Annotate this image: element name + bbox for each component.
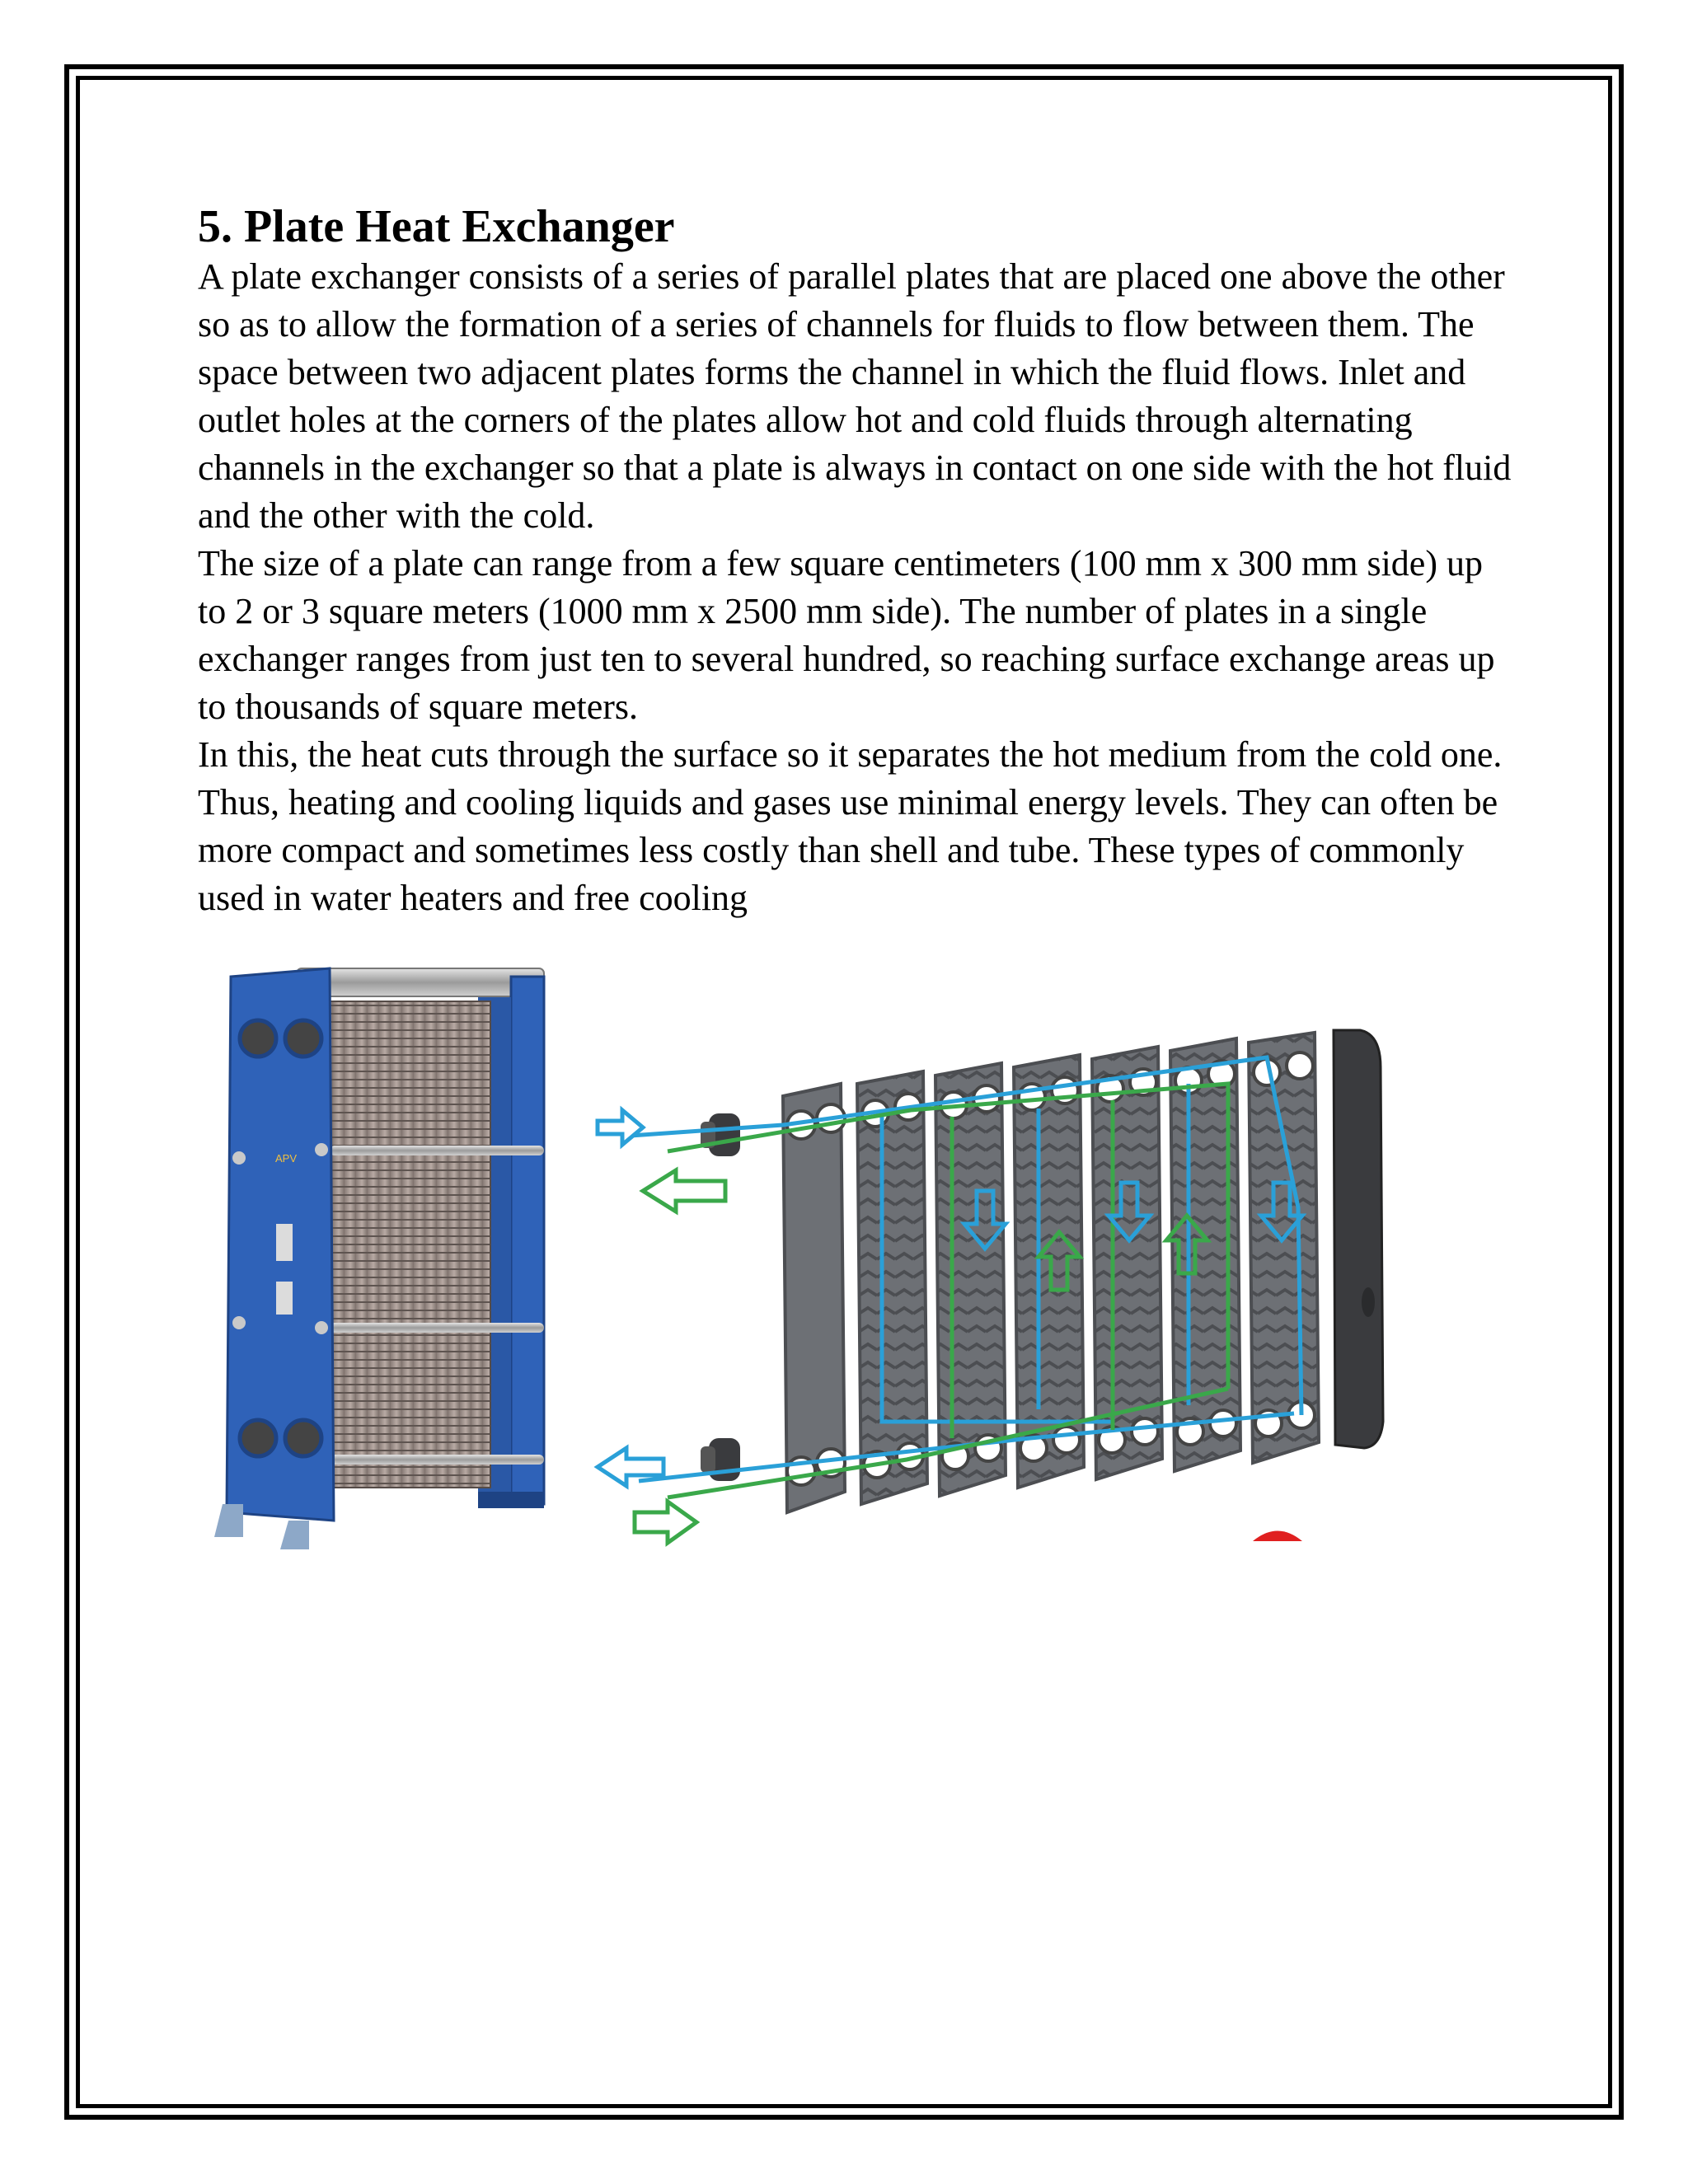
paragraph-2: The size of a plate can range from a few square centimeters (100 mm x 300 mm side) up to 2 or 3 square meters (1000 mm x 2500 mm side). The number of plates in a single exchanger ranges from just ten to several hundred, so reaching surface exchange areas up to thousands of square meters. [198,543,1495,727]
plate-heat-exchanger-illustration [206,960,1418,1554]
end-plate [1334,1030,1383,1448]
cold-inlet-arrow-icon [635,1502,696,1543]
brand-label: APV [275,1152,298,1165]
assembled-exchanger [214,968,544,1549]
exploded-plate-view [598,1030,1383,1543]
paragraph-3: In this, the heat cuts through the surface so it separates the hot medium from the cold one. Thus, heating and cooling liquids and gases use minimal energy levels. They can often be more compact and sometimes less costly than shell and tube. These types of commonly used in water heaters and free cooling [198,734,1503,918]
connector-icon [701,1113,740,1481]
red-mark [1253,1531,1302,1542]
document-body [198,200,1517,922]
section-heading: 5. Plate Heat Exchanger [198,201,675,252]
paragraph-1: A plate exchanger consists of a series of parallel plates that are placed one above the other so as to allow the formation of a series of channels for fluids to flow between them. The space between two adjacent plates forms the channel in which the fluid flows. Inlet and outlet holes at the corners of the plates allow hot and cold fluids through alternating channels in the exchanger so that a plate is always in contact on one side with the hot fluid and the other with the cold. [198,256,1512,536]
hot-inlet-arrow-icon [598,1110,643,1145]
cold-outlet-arrow-icon [643,1170,725,1212]
